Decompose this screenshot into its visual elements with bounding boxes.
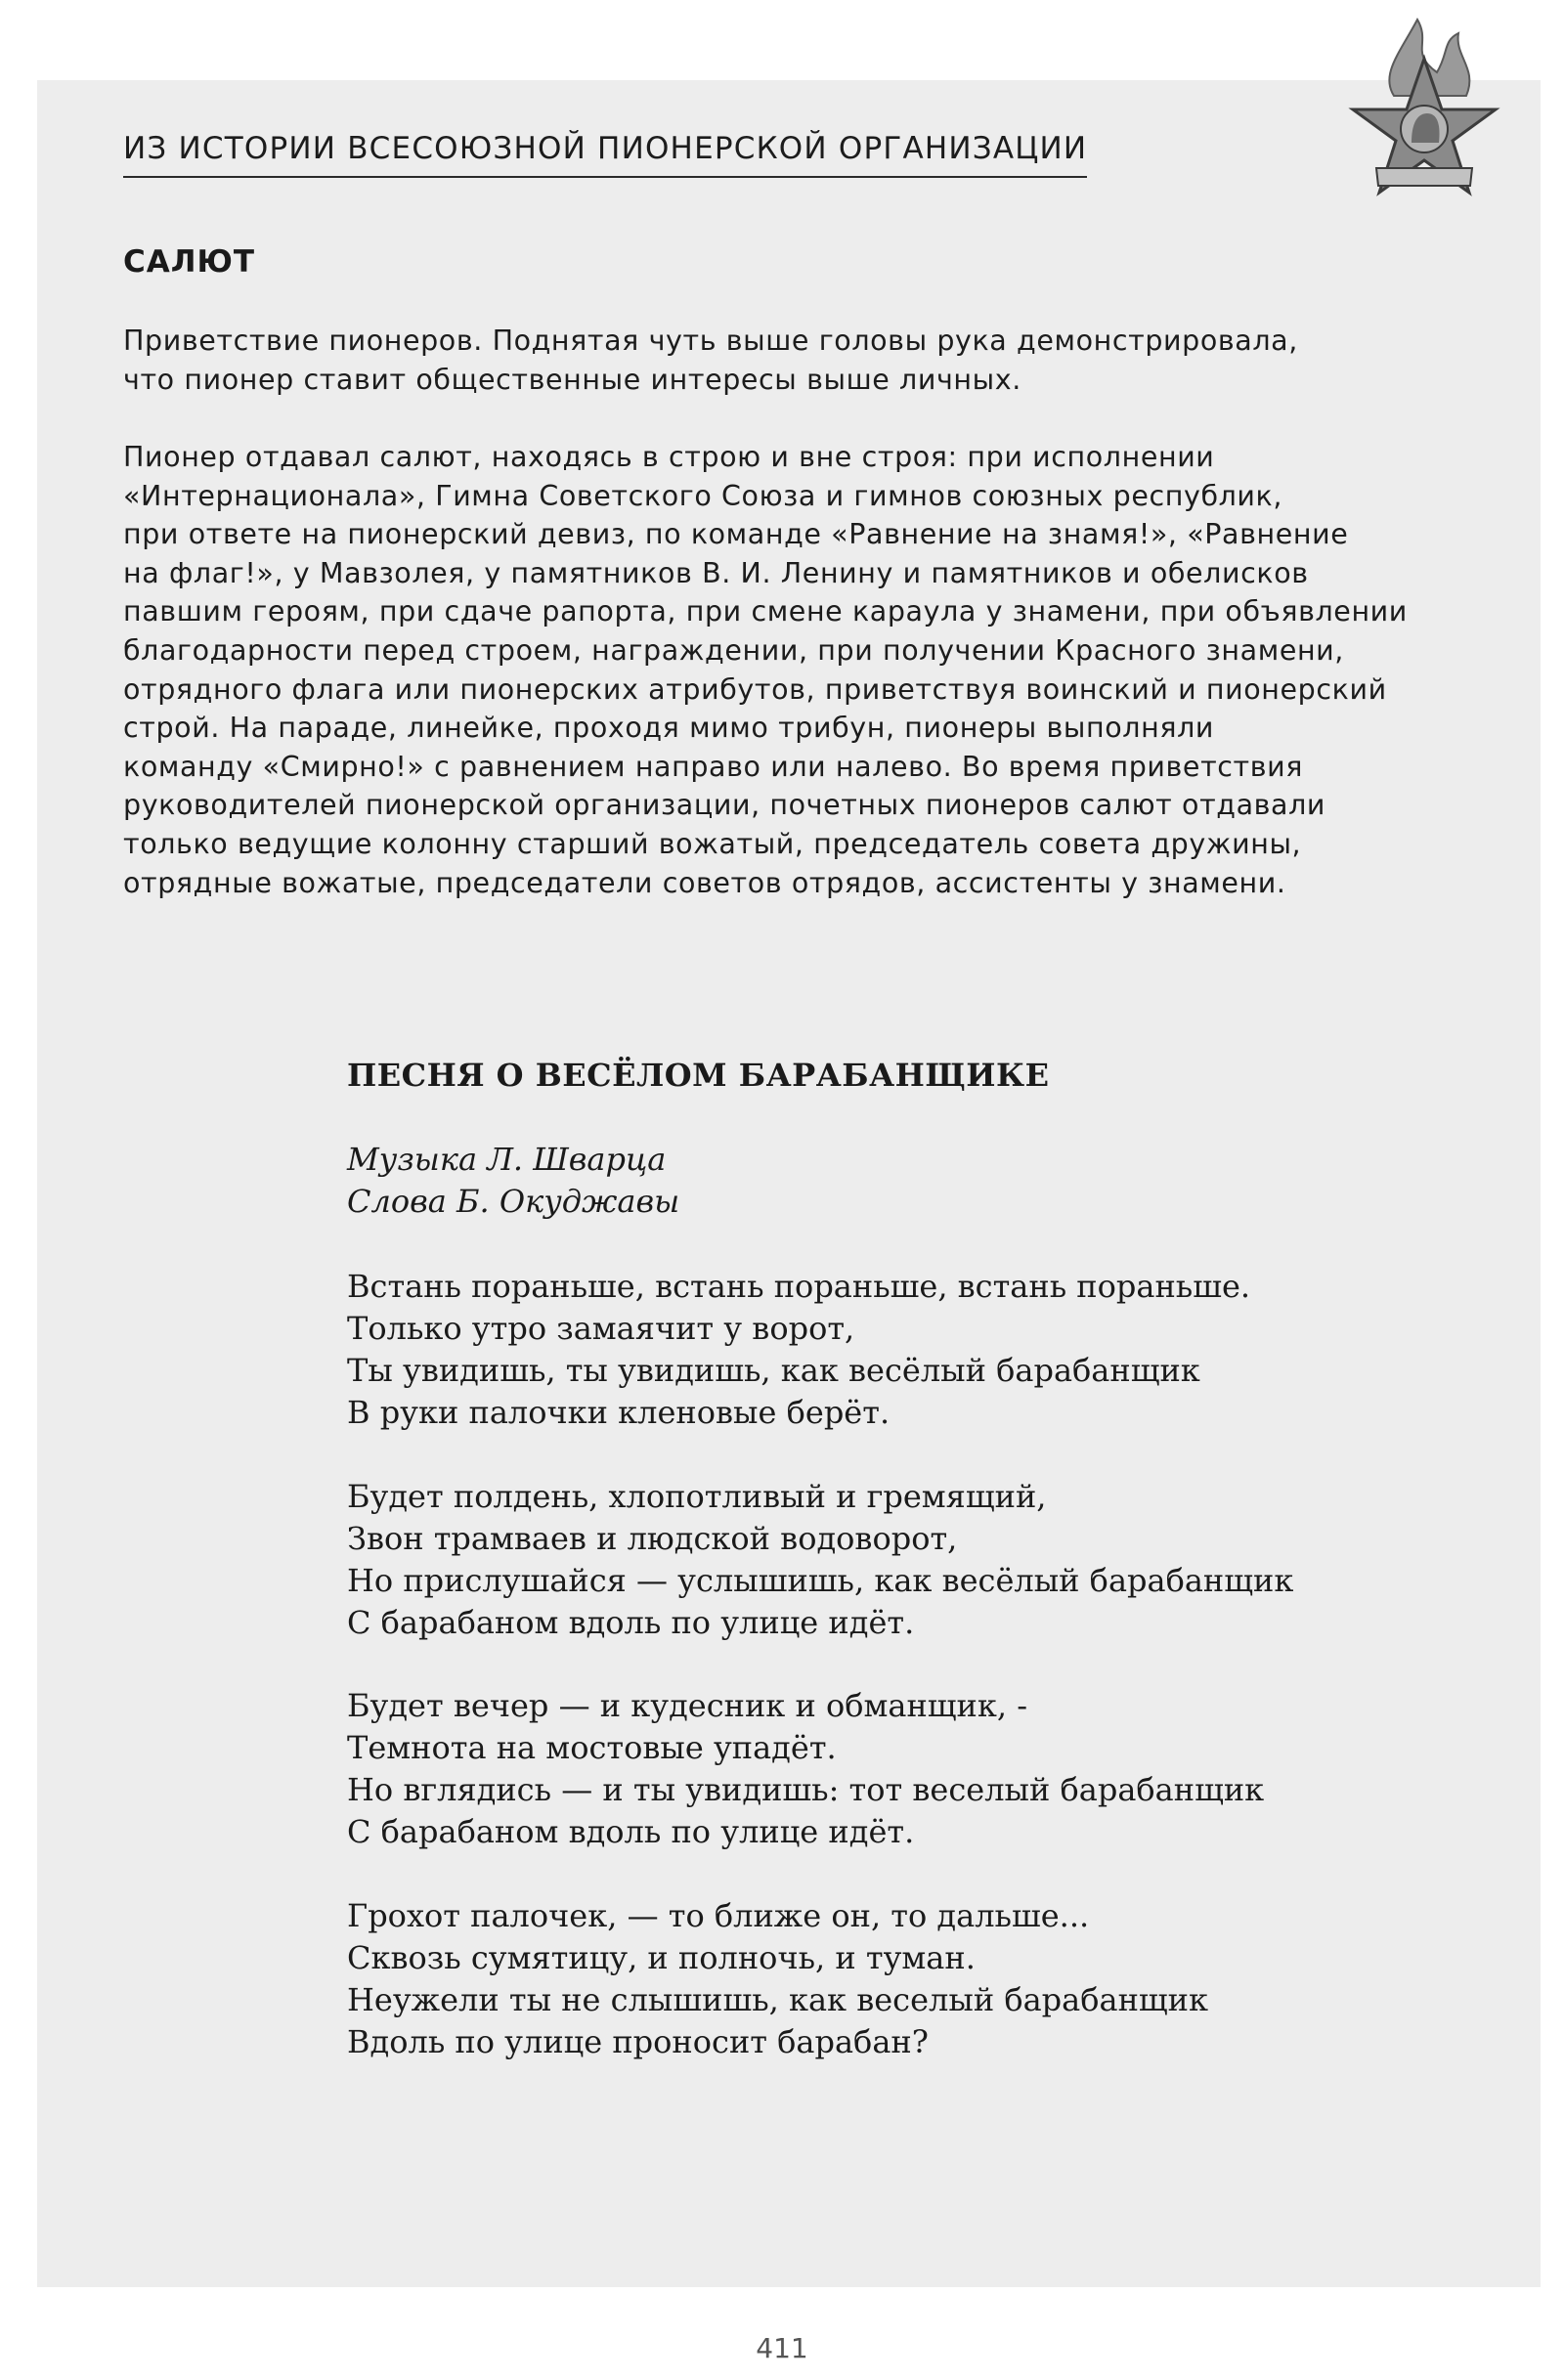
body-paragraph (123, 438, 1492, 902)
song-title: ПЕСНЯ О ВЕСЁЛОМ БАРАБАНЩИКЕ (347, 1057, 1050, 1094)
paragraph-line: что пионер ставит общественные интересы выше личных. (123, 363, 1021, 396)
lyric-line: Звон трамваев и людской водоворот, (347, 1520, 958, 1557)
lyrics-credit: Слова Б. Окуджавы (347, 1183, 680, 1220)
paragraph-line: Приветствие пионеров. Поднятая чуть выше головы рука демонстрировала, (123, 325, 1298, 357)
paragraph-line: «Интернационала», Гимна Советского Союза и гимнов союзных республик, (123, 479, 1283, 512)
paragraph-line: руководителей пионерской организации, почетных пионеров салют отдавали (123, 789, 1326, 822)
song-stanza (347, 1895, 1208, 2063)
paragraph-line: отрядного флага или пионерских атрибутов, приветствуя воинский и пионерский (123, 672, 1387, 706)
lyric-line: В руки палочки кленовые берёт. (347, 1394, 891, 1431)
lyric-line: Темнота на мостовые упадёт. (347, 1729, 837, 1766)
lyric-line: Только утро замаячит у ворот, (347, 1310, 855, 1347)
lyric-line: С барабаном вдоль по улице идёт. (347, 1604, 915, 1641)
lyric-line: Будет полдень, хлопотливый и гремящий, (347, 1478, 1047, 1515)
song-stanza (347, 1266, 1250, 1434)
song-stanza (347, 1685, 1264, 1853)
lyric-line: Ты увидишь, ты увидишь, как весёлый барабанщик (347, 1352, 1200, 1389)
paragraph-line: благодарности перед строем, награждении, при получении Красного знамени, (123, 633, 1344, 667)
song-stanza (347, 1476, 1293, 1644)
paragraph-line: команду «Смирно!» с равнением направо или налево. Во время приветствия (123, 750, 1304, 783)
pioneer-badge-icon (1341, 14, 1507, 214)
lyric-line: Сквозь сумятицу, и полночь, и туман. (347, 1939, 976, 1976)
paragraph-line: строй. На параде, линейке, проходя мимо трибун, пионеры выполняли (123, 712, 1215, 745)
music-credit: Музыка Л. Шварца (347, 1141, 667, 1178)
paragraph-line: на флаг!», у Мавзолея, у памятников В. И. Ленину и памятников и обелисков (123, 556, 1309, 589)
lyric-line: Но прислушайся — услышишь, как весёлый барабанщик (347, 1562, 1294, 1599)
paragraph-line: отрядные вожатые, председатели советов отрядов, ассистенты у знамени. (123, 866, 1286, 899)
lyric-line: Будет вечер — и кудесник и обманщик, - (347, 1687, 1028, 1724)
paragraph-line: только ведущие колонну старший вожатый, председатель совета дружины, (123, 827, 1302, 860)
lyric-line: Грохот палочек, — то ближе он, то дальше... (347, 1897, 1090, 1934)
lyric-line: Вдоль по улице проносит барабан? (347, 2023, 929, 2060)
lyric-line: Но вглядись — и ты увидишь: тот веселый барабанщик (347, 1771, 1265, 1808)
paragraph-line: при ответе на пионерский девиз, по команде «Равнение на знамя!», «Равнение (123, 518, 1349, 551)
page-number: 411 (756, 2332, 808, 2364)
intro-paragraph (123, 322, 1492, 399)
section-header: ИЗ ИСТОРИИ ВСЕСОЮЗНОЙ ПИОНЕРСКОЙ ОРГАНИЗАЦИИ (123, 131, 1087, 178)
lyric-line: Неужели ты не слышишь, как веселый барабанщик (347, 1981, 1208, 2018)
lyric-line: С барабаном вдоль по улице идёт. (347, 1813, 915, 1850)
paragraph-line: Пионер отдавал салют, находясь в строю и вне строя: при исполнении (123, 441, 1215, 473)
song-credits (347, 1139, 679, 1223)
lyric-line: Встань пораньше, встань пораньше, встань пораньше. (347, 1268, 1251, 1305)
section-title: САЛЮТ (123, 244, 256, 280)
paragraph-line: павшим героям, при сдаче рапорта, при смене караула у знамени, при объявлении (123, 595, 1408, 628)
